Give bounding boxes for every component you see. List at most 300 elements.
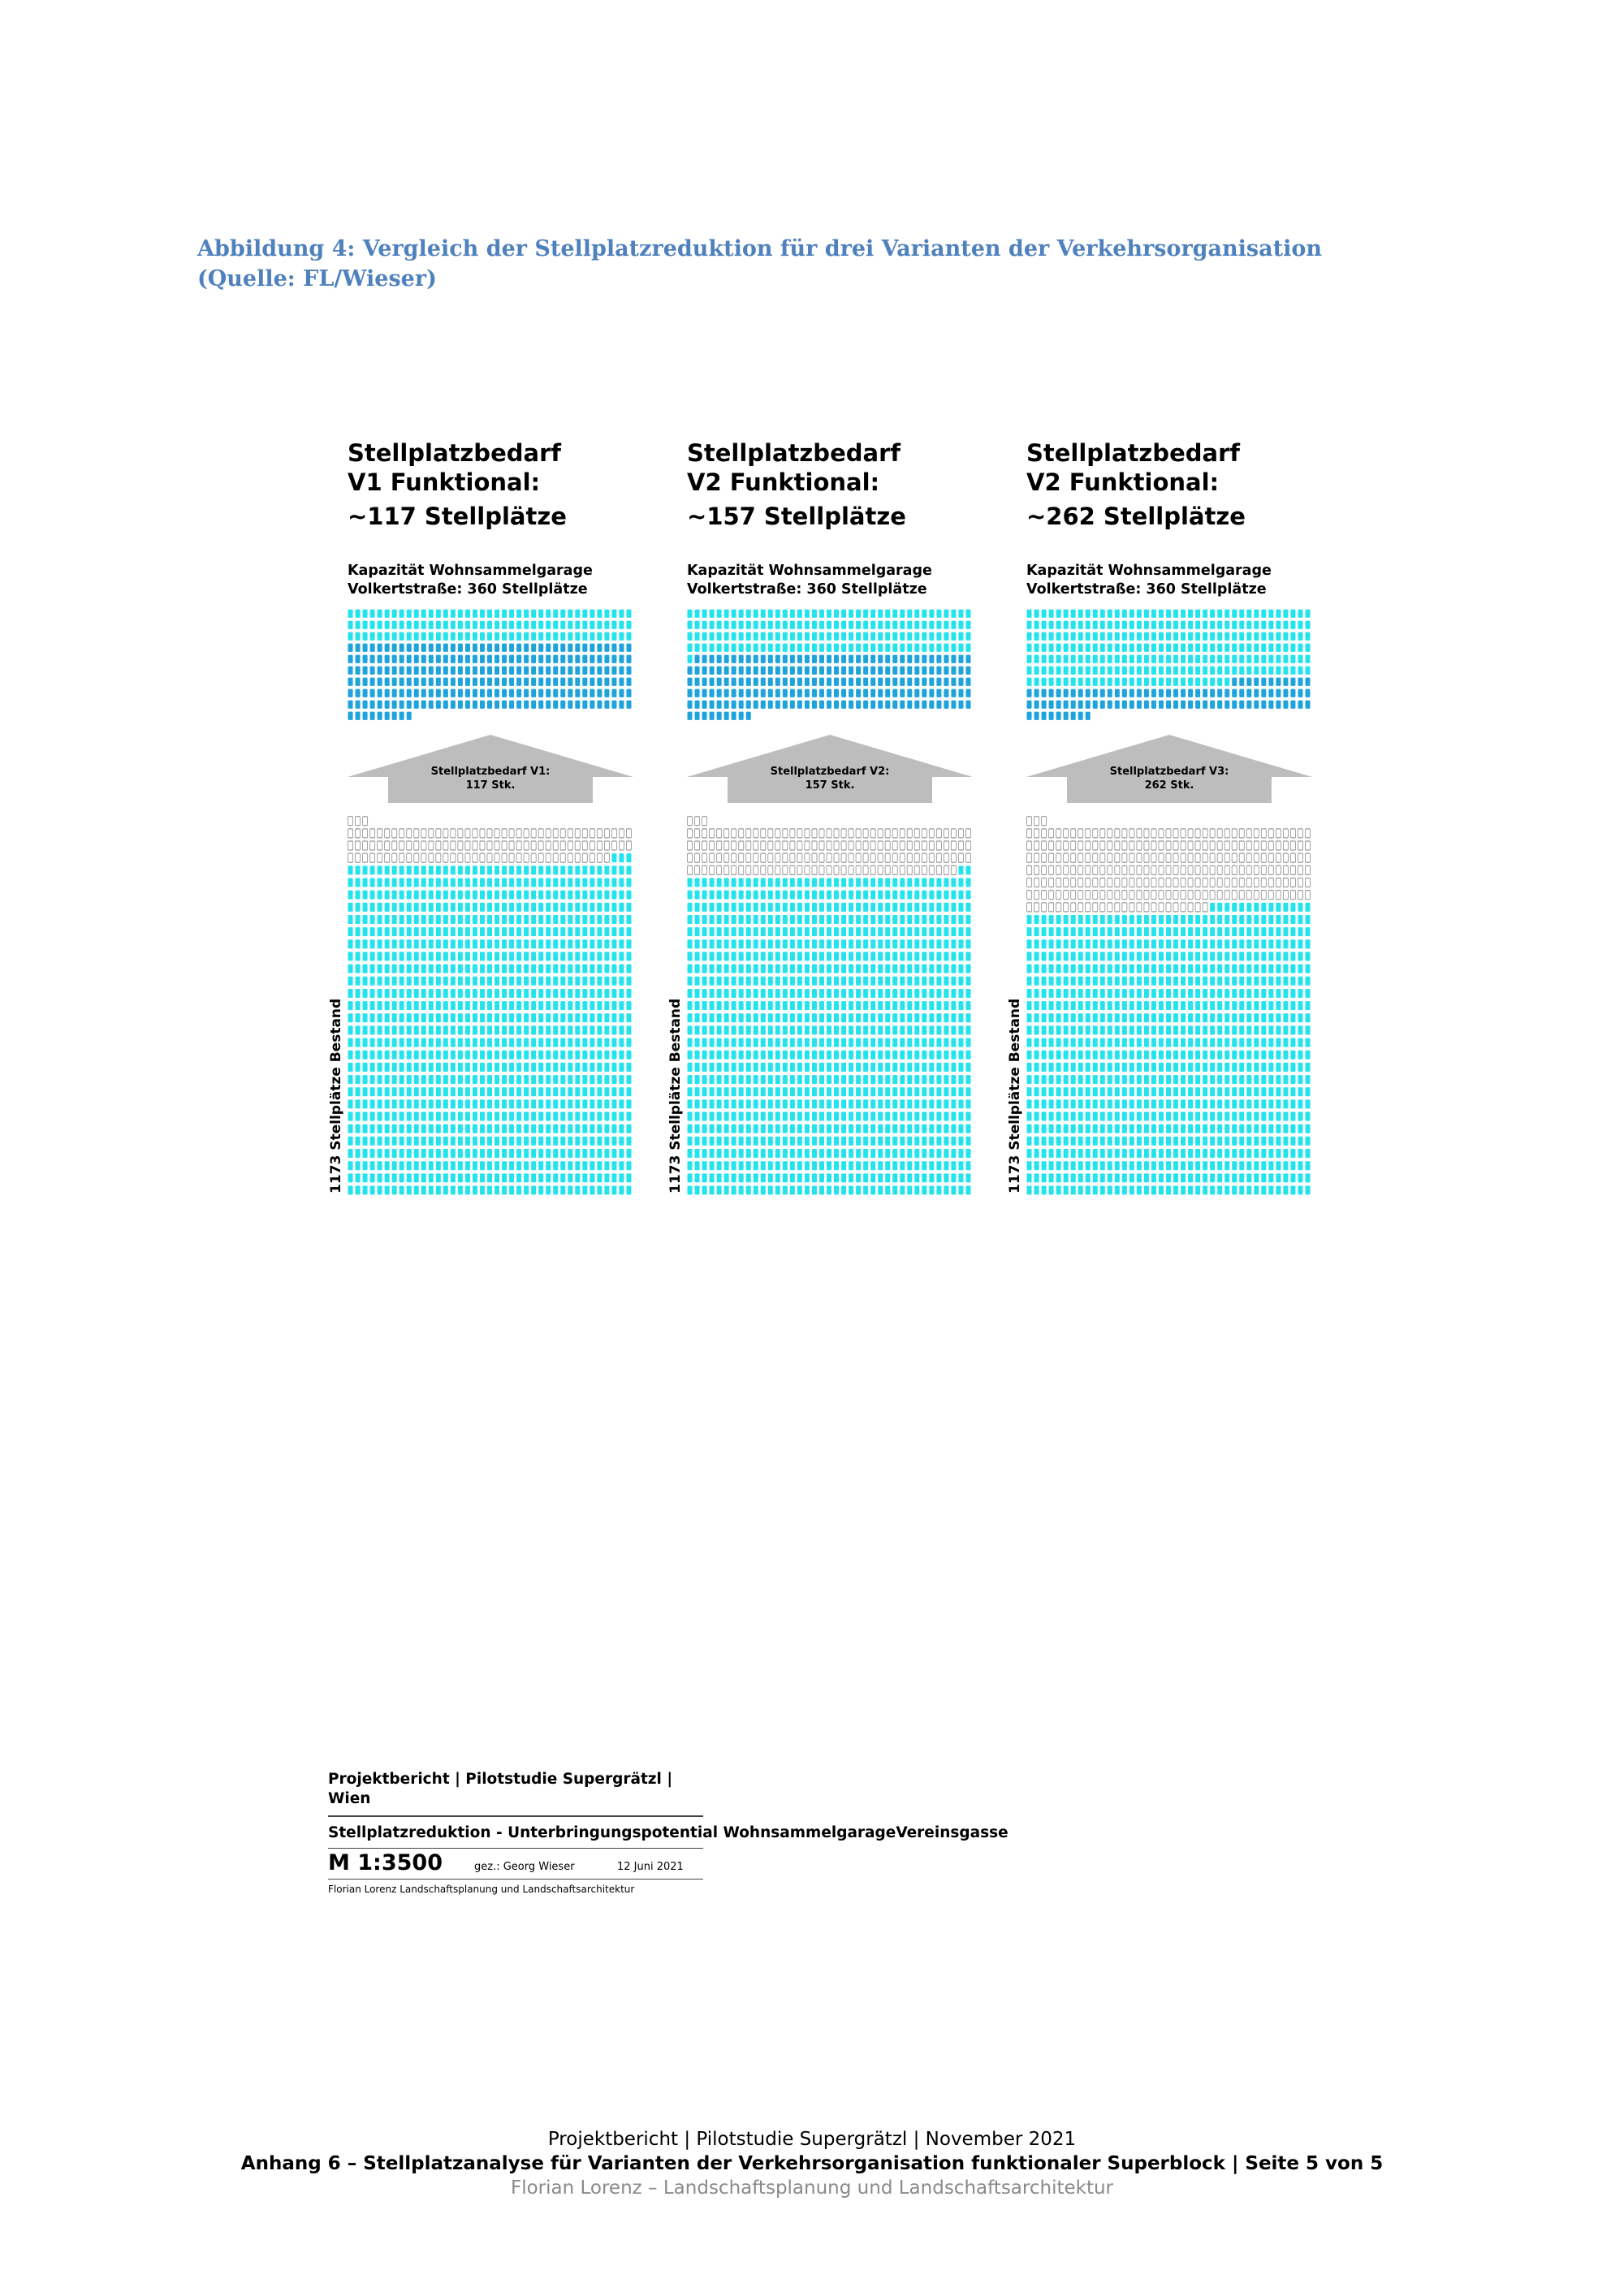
stock-slot	[1188, 1013, 1193, 1022]
stock-slot	[1078, 1025, 1083, 1034]
stock-slot	[619, 853, 624, 862]
stock-slot	[443, 977, 448, 986]
stock-slot	[1181, 1051, 1186, 1060]
garage-slot-occupied	[1173, 632, 1178, 641]
stock-slot	[1064, 915, 1069, 924]
stock-slot	[702, 1087, 707, 1096]
stock-slot	[1305, 1038, 1310, 1047]
garage-slot	[900, 701, 905, 709]
stock-slot	[702, 1063, 707, 1072]
stock-slot	[1071, 1099, 1076, 1108]
stock-slot	[378, 1124, 382, 1133]
garage-slot	[688, 689, 693, 697]
stock-slot	[421, 903, 426, 912]
stock-slot	[856, 1112, 861, 1121]
stock-slot	[480, 1038, 485, 1047]
stock-slot	[458, 1099, 463, 1108]
stock-slot	[443, 1013, 448, 1022]
stock-slot	[1093, 927, 1098, 936]
stock-slot	[768, 1063, 773, 1072]
garage-slot	[732, 712, 736, 720]
garage-slot	[1027, 689, 1032, 697]
stock-slot	[1239, 1099, 1244, 1108]
stock-slot	[1122, 1038, 1127, 1047]
stock-slot	[1056, 989, 1061, 998]
stock-slot-removed	[458, 853, 463, 862]
stock-slot	[1166, 1112, 1171, 1121]
stock-slot	[1034, 1112, 1039, 1121]
stock-slot	[944, 1025, 948, 1034]
stock-slot	[805, 1087, 810, 1096]
garage-slot-occupied	[1034, 655, 1039, 663]
stock-slot	[849, 1001, 853, 1010]
stock-slot	[944, 1051, 948, 1060]
stock-slot	[783, 939, 788, 948]
stock-slot	[1137, 1112, 1142, 1121]
stock-slot	[790, 1087, 795, 1096]
stock-slot	[590, 952, 594, 960]
stock-slot	[348, 927, 353, 936]
stock-slot	[1246, 1025, 1251, 1034]
stock-slot	[553, 1025, 558, 1034]
stock-slot	[560, 1112, 565, 1121]
garage-slot	[732, 701, 736, 709]
garage-slot-occupied	[611, 632, 616, 641]
garage-slot-occupied	[348, 632, 353, 641]
stock-slot	[1151, 1173, 1156, 1182]
garage-slot-occupied	[1166, 610, 1171, 618]
garage-slot-occupied	[885, 610, 890, 618]
garage-slot-occupied	[958, 621, 963, 629]
stock-slot	[805, 1051, 810, 1060]
stock-slot	[834, 1075, 839, 1084]
garage-slot	[509, 689, 514, 697]
stock-slot	[597, 952, 602, 960]
stock-slot	[575, 1025, 580, 1034]
stock-slot	[458, 1063, 463, 1072]
stock-slot	[495, 1051, 499, 1060]
stock-slot	[538, 1186, 543, 1195]
stock-slot	[465, 1149, 470, 1158]
garage-slot-occupied	[1056, 678, 1061, 686]
stock-slot	[1298, 1013, 1302, 1022]
stock-slot	[1217, 952, 1222, 960]
stock-slot	[524, 952, 529, 960]
stock-slot	[951, 965, 956, 973]
stock-slot-removed	[1100, 841, 1105, 850]
stock-slot	[1115, 927, 1120, 936]
garage-slot-occupied	[1181, 667, 1186, 675]
stock-slot	[590, 1149, 594, 1158]
stock-slot	[812, 1075, 817, 1084]
stock-slot-removed	[775, 865, 780, 874]
stock-slot	[385, 1173, 390, 1182]
stock-slot-removed	[546, 829, 551, 838]
stock-slot	[465, 1099, 470, 1108]
stock-slot	[878, 927, 883, 936]
stock-slot-removed	[710, 865, 715, 874]
stock-slot-removed	[754, 829, 758, 838]
stock-slot	[732, 1013, 736, 1022]
garage-slot-occupied	[812, 644, 817, 652]
stock-slot	[1239, 1149, 1244, 1158]
stock-slot	[611, 1186, 616, 1195]
garage-slot-occupied	[356, 632, 361, 641]
garage-slot	[841, 655, 846, 663]
stock-slot	[1056, 965, 1061, 973]
stock-slot-removed	[370, 841, 375, 850]
stock-slot	[421, 927, 426, 936]
garage-slot-occupied	[1276, 632, 1281, 641]
stock-slot	[754, 1001, 758, 1010]
stock-slot	[443, 989, 448, 998]
garage-slot	[1298, 678, 1302, 686]
stock-slot	[597, 1025, 602, 1034]
stock-slot	[1210, 1013, 1215, 1022]
stock-slot	[739, 952, 744, 960]
stock-slot	[1173, 977, 1178, 986]
garage-slot-occupied	[1290, 667, 1295, 675]
garage-slot-occupied	[827, 610, 831, 618]
stock-slot	[611, 1025, 616, 1034]
stock-slot	[944, 1149, 948, 1158]
stock-slot	[495, 1013, 499, 1022]
stock-slot	[400, 865, 404, 874]
garage-slot	[1042, 701, 1047, 709]
stock-slot	[480, 903, 485, 912]
stock-slot	[768, 1099, 773, 1108]
stock-slot	[502, 903, 507, 912]
stock-slot	[1217, 927, 1222, 936]
stock-slot	[1064, 927, 1069, 936]
stock-slot-removed	[1108, 903, 1112, 912]
garage-slot-occupied	[724, 610, 729, 618]
stock-slot	[936, 1051, 941, 1060]
garage-slot-occupied	[1188, 610, 1193, 618]
stock-slot	[797, 1001, 802, 1010]
stock-slot	[965, 915, 970, 924]
stock-slot	[590, 1013, 594, 1022]
garage-slot	[922, 701, 926, 709]
stock-slot	[400, 891, 404, 900]
garage-slot-occupied	[1254, 644, 1259, 652]
stock-slot-removed	[1100, 853, 1105, 862]
stock-slot	[1276, 927, 1281, 936]
stock-slot	[819, 1075, 824, 1084]
stock-slot	[1268, 989, 1273, 998]
stock-slot	[790, 1051, 795, 1060]
garage-slot-occupied	[1276, 655, 1281, 663]
garage-slot	[560, 689, 565, 697]
stock-slot	[604, 1025, 609, 1034]
garage-slot-occupied	[1042, 632, 1047, 641]
garage-slot-occupied	[480, 610, 485, 618]
stock-slot	[914, 989, 919, 998]
stock-slot-removed	[1276, 891, 1281, 900]
stock-slot	[1108, 1075, 1112, 1084]
stock-slot	[560, 1001, 565, 1010]
garage-slot-occupied	[863, 621, 868, 629]
garage-slot	[834, 689, 839, 697]
stock-slot	[604, 952, 609, 960]
stock-slot	[1042, 989, 1047, 998]
garage-slot	[553, 689, 558, 697]
stock-slot	[378, 927, 382, 936]
stock-slot	[1232, 1025, 1237, 1034]
garage-slot	[695, 701, 700, 709]
stock-slot	[590, 1001, 594, 1010]
stock-slot	[619, 1063, 624, 1072]
stock-slot	[480, 1051, 485, 1060]
garage-slot-occupied	[1086, 632, 1091, 641]
stock-slot	[863, 1099, 868, 1108]
stock-slot	[611, 927, 616, 936]
stock-slot	[611, 865, 616, 874]
garage-slot	[1290, 689, 1295, 697]
stock-slot	[812, 1173, 817, 1182]
stock-slot	[516, 1099, 521, 1108]
stock-slot-removed	[1144, 903, 1149, 912]
stock-slot	[1217, 1075, 1222, 1084]
stock-slot	[907, 1075, 912, 1084]
stock-slot	[695, 1186, 700, 1195]
stock-slot	[1290, 1161, 1295, 1170]
stock-slot	[885, 989, 890, 998]
stock-slot	[1093, 1149, 1098, 1158]
garage-slot	[516, 667, 521, 675]
stock-slot-removed	[1239, 865, 1244, 874]
stock-slot	[502, 915, 507, 924]
stock-slot	[626, 1173, 631, 1182]
stock-slot	[1254, 1124, 1259, 1133]
garage-slot-occupied	[495, 621, 499, 629]
stock-slot	[604, 1075, 609, 1084]
garage-slot-occupied	[407, 621, 412, 629]
stock-slot	[849, 1051, 853, 1060]
stock-slot	[1042, 939, 1047, 948]
stock-slot	[531, 865, 536, 874]
stock-slot	[348, 1013, 353, 1022]
stock-slot-removed	[761, 829, 766, 838]
stock-slot	[914, 891, 919, 900]
stock-slot	[1283, 1051, 1288, 1060]
stock-slot	[856, 1063, 861, 1072]
garage-slot-occupied	[951, 610, 956, 618]
stock-slot	[1232, 1075, 1237, 1084]
stock-slot	[495, 1186, 499, 1195]
stock-slot	[414, 965, 419, 973]
stock-slot	[1276, 977, 1281, 986]
stock-slot	[1093, 1038, 1098, 1047]
stock-slot-removed	[560, 829, 565, 838]
stock-slot	[710, 1149, 715, 1158]
stock-slot	[582, 939, 587, 948]
stock-slot	[856, 891, 861, 900]
stock-slot	[414, 1186, 419, 1195]
garage-slot	[1239, 701, 1244, 709]
stock-slot	[885, 965, 890, 973]
variant-column-v1	[348, 438, 640, 1202]
stock-slot	[524, 1038, 529, 1047]
stock-slot	[480, 1137, 485, 1146]
garage-slot-occupied	[553, 610, 558, 618]
stock-slot	[688, 1001, 693, 1010]
stock-slot-removed	[1042, 891, 1047, 900]
stock-slot-removed	[863, 829, 868, 838]
stock-slot	[1268, 915, 1273, 924]
stock-slot	[1056, 977, 1061, 986]
stock-slot	[1100, 915, 1105, 924]
garage-slot	[546, 655, 551, 663]
stock-slot	[1108, 1025, 1112, 1034]
stock-slot	[1129, 989, 1134, 998]
stock-slot	[965, 878, 970, 887]
stock-slot	[717, 1149, 722, 1158]
stock-slot	[936, 1186, 941, 1195]
stock-slot	[1078, 1075, 1083, 1084]
stock-slot	[1261, 952, 1266, 960]
stock-slot	[805, 989, 810, 998]
stock-slot	[590, 1063, 594, 1072]
stock-slot-removed	[900, 829, 905, 838]
stock-slot	[892, 903, 897, 912]
garage-slot-occupied	[1071, 678, 1076, 686]
stock-slot-removed	[1042, 865, 1047, 874]
stock-slot	[958, 1137, 963, 1146]
stock-slot-removed	[790, 829, 795, 838]
stock-slot	[922, 1013, 926, 1022]
stock-slot	[1122, 1112, 1127, 1121]
stock-slot-removed	[1071, 878, 1076, 887]
stock-slot	[348, 865, 353, 874]
stock-slot	[1034, 952, 1039, 960]
stock-slot	[1159, 1063, 1164, 1072]
garage-slot-occupied	[546, 610, 551, 618]
stock-slot	[885, 952, 890, 960]
stock-slot	[348, 989, 353, 998]
stock-slot	[1034, 1149, 1039, 1158]
garage-slot-occupied	[1027, 610, 1032, 618]
stock-slot-removed	[429, 829, 434, 838]
stock-slot	[1254, 1001, 1259, 1010]
stock-slot	[797, 1173, 802, 1182]
stock-slot	[797, 952, 802, 960]
stock-slot	[495, 1149, 499, 1158]
stock-slot-removed	[597, 841, 602, 850]
garage-slot-occupied	[502, 632, 507, 641]
stock-slot	[1064, 1087, 1069, 1096]
stock-slot	[458, 1124, 463, 1133]
stock-slot	[407, 1173, 412, 1182]
stock-slot	[590, 865, 594, 874]
stock-slot	[914, 878, 919, 887]
stock-slot	[619, 1051, 624, 1060]
stock-slot	[1159, 989, 1164, 998]
stock-slot-removed	[1290, 841, 1295, 850]
stock-slot	[582, 903, 587, 912]
stock-slot	[421, 1001, 426, 1010]
stock-slot	[754, 1173, 758, 1182]
stock-slot	[834, 1173, 839, 1182]
stock-slot	[400, 1038, 404, 1047]
garage-slot-occupied	[429, 610, 434, 618]
stock-slot-removed	[1159, 841, 1164, 850]
stock-slot	[944, 1099, 948, 1108]
stock-slot	[1056, 1099, 1061, 1108]
stock-slot	[863, 1173, 868, 1182]
garage-slot	[812, 701, 817, 709]
stock-slot	[597, 1161, 602, 1170]
stock-slot	[495, 1025, 499, 1034]
stock-slot	[965, 989, 970, 998]
stock-slot	[604, 1099, 609, 1108]
stock-slot	[348, 1149, 353, 1158]
garage-slot-occupied	[1290, 632, 1295, 641]
stock-slot	[531, 939, 536, 948]
stock-slot	[856, 878, 861, 887]
stock-slot-removed	[739, 865, 744, 874]
stock-slot	[502, 977, 507, 986]
stock-slot-removed	[429, 841, 434, 850]
stock-slot	[900, 1099, 905, 1108]
stock-slot	[575, 865, 580, 874]
garage-slot-occupied	[1078, 678, 1083, 686]
stock-slot	[944, 965, 948, 973]
stock-slot	[1166, 1013, 1171, 1022]
stock-slot	[819, 1013, 824, 1022]
stock-slot	[695, 989, 700, 998]
stock-slot	[348, 952, 353, 960]
stock-slot	[1224, 1186, 1229, 1195]
garage-slot-occupied	[1298, 644, 1302, 652]
garage-slot-occupied	[841, 610, 846, 618]
stock-slot	[553, 878, 558, 887]
stock-slot	[1173, 1149, 1178, 1158]
stock-slot	[936, 1161, 941, 1170]
stock-slot	[356, 939, 361, 948]
stock-slot	[385, 1013, 390, 1022]
stock-slot	[1049, 1137, 1054, 1146]
garage-slot	[761, 689, 766, 697]
garage-slot-occupied	[546, 632, 551, 641]
stock-slot	[739, 1137, 744, 1146]
garage-slot-occupied	[790, 610, 795, 618]
stock-slot	[1239, 952, 1244, 960]
stock-slot	[929, 965, 934, 973]
stock-slot	[739, 1099, 744, 1108]
stock-slot	[1290, 1137, 1295, 1146]
stock-slot-removed	[400, 853, 404, 862]
capacity-line1: Kapazität Wohnsammelgarage	[348, 563, 593, 579]
garage-slot	[421, 689, 426, 697]
stock-slot-removed	[834, 865, 839, 874]
garage-slot-occupied	[626, 610, 631, 618]
stock-slot	[739, 903, 744, 912]
garage-slot-occupied	[1210, 632, 1215, 641]
stock-slot	[856, 1075, 861, 1084]
stock-slot	[783, 1124, 788, 1133]
stock-slot	[1195, 1051, 1200, 1060]
stock-slot	[936, 927, 941, 936]
stock-slot	[761, 1186, 766, 1195]
stock-slot	[451, 1137, 456, 1146]
stock-slot	[724, 1075, 729, 1084]
stock-slot	[1129, 1013, 1134, 1022]
garage-slot-occupied	[1246, 610, 1251, 618]
stock-slot-removed	[414, 829, 419, 838]
stock-slot	[597, 1173, 602, 1182]
stock-slot-removed	[1261, 829, 1266, 838]
